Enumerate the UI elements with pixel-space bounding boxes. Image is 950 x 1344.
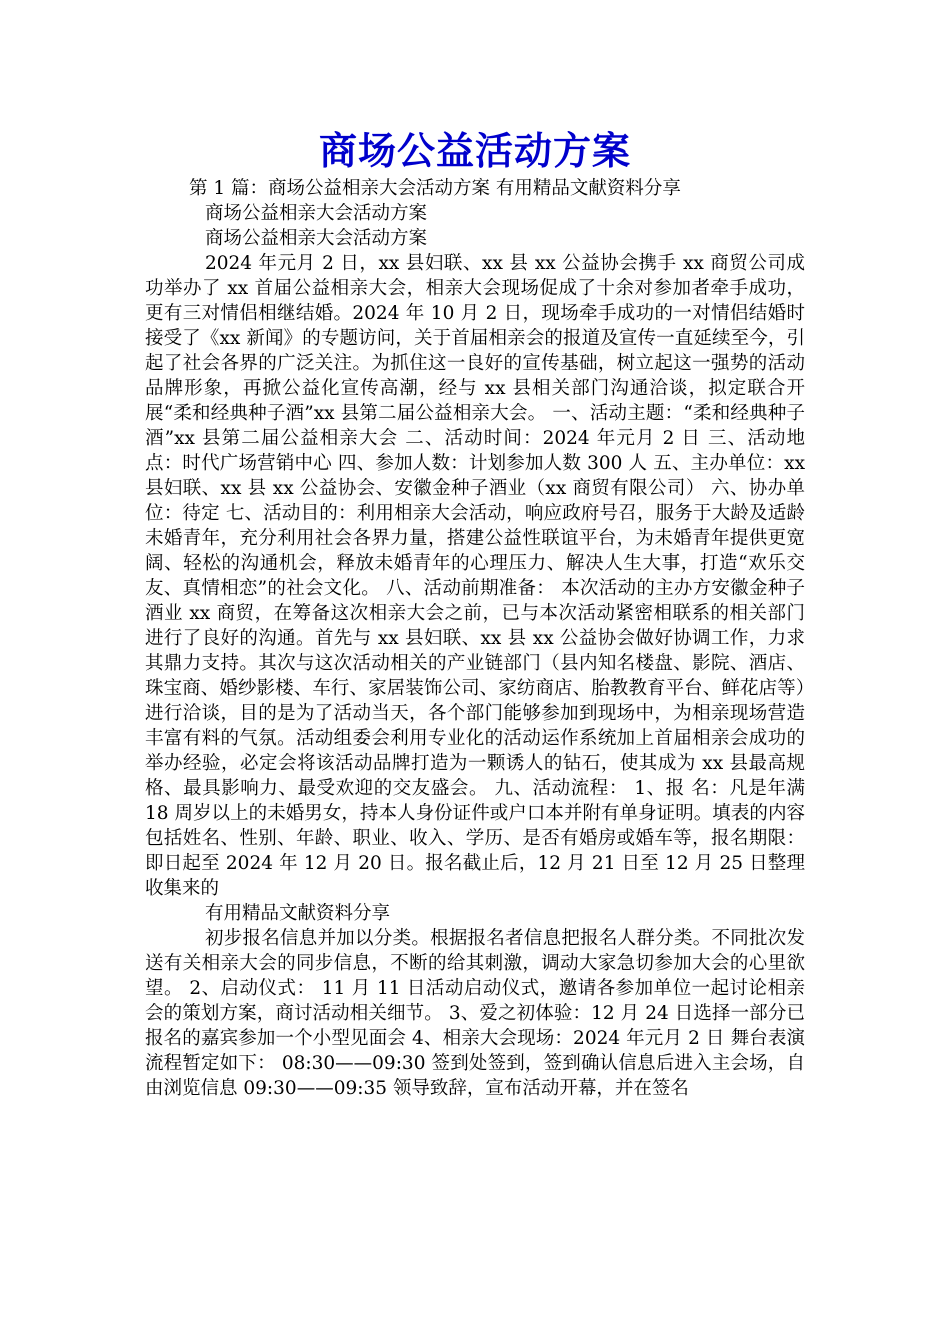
subheading: 商场公益相亲大会活动方案	[205, 203, 428, 224]
chapter-heading: 第 1 篇：商场公益相亲大会活动方案 有用精品文献资料分享	[189, 178, 681, 199]
subheading: 商场公益相亲大会活动方案	[205, 228, 428, 249]
body-paragraph: 2024 年元月 2 日，xx 县妇联、xx 县 xx 公益协会携手 xx 商贸公司成功举办了 xx 首届公益相亲大会，相亲大会现场促成了十余对参加者牵手成功，更有三对情侣相继结婚。2024 年 10 月 2 日，现场牵手成功的一对情侣结婚时接受了《xx 新闻》的专题访问，关于首届相亲会的报道及宣传一直延续至今，引起了社会各界的广泛关注。为抓住这一良好的宣传基础，树立起这一强势的活动品牌形象，再掀公益化宣传高潮，经与 xx 县相关部门沟通洽谈，拟定联合开展“柔和经典种子酒”xx 县第二届公益相亲大会。 一、活动主题：“柔和经典种子酒”xx 县第二届公益相亲大会 二、活动时间：2024 年元月 2 日 三、活动地点：时代广场营销中心 四、参加人数：计划参加人数 300 人 五、主办单位：xx 县妇联、xx 县 xx 公益协会、安徽金种子酒业（xx 商贸有限公司） 六、协办单位：待定 七、活动目的：利用相亲大会活动，响应政府号召，服务于大龄及适龄未婚青年，充分利用社会各界力量，搭建公益性联谊平台，为未婚青年提供更宽阔、轻松的沟通机会，释放未婚青年的心理压力、解决人生大事，打造“欢乐交友、真情相恋”的社会文化。 八、活动前期准备： 本次活动的主办方安徽金种子酒业 xx 商贸，在筹备这次相亲大会之前，已与本次活动紧密相联系的相关部门进行了良好的沟通。首先与 xx 县妇联、xx 县 xx 公益协会做好协调工作，力求其鼎力支持。其次与这次活动相关的产业链部门（县内知名楼盘、影院、酒店、珠宝商、婚纱影楼、车行、家居装饰公司、家纺商店、胎教教育平台、鲜花店等）进行洽谈，目的是为了活动当天，各个部门能够参加到现场中，为相亲现场营造丰富有料的气氛。活动组委会利用专业化的活动运作系统加上首届相亲会成功的举办经验，必定会将该活动品牌打造为一颗诱人的钻石，使其成为 xx 县最高规格、最具影响力、最受欢迎的交友盛会。 九、活动流程： 1、报 名：凡是年满 18 周岁以上的未婚男女，持本人身份证件或户口本并附有单身证明。填表的内容包括姓名、性别、年龄、职业、收入、学历、是否有婚房或婚车等，报名期限：即日起至 2024 年 12 月 20 日。报名截止后，12 月 21 日至 12 月 25 日整理收集来的	[145, 253, 805, 899]
document-body	[145, 176, 805, 1101]
document-title: 商场公益活动方案	[318, 128, 631, 173]
body-paragraph: 初步报名信息并加以分类。根据报名者信息把报名人群分类。不同批次发送有关相亲大会的同步信息，不断的给其刺激，调动大家急切参加大会的心里欲望。 2、启动仪式： 11 月 11 日活动启动仪式，邀请各参加单位一起讨论相亲会的策划方案，商讨活动相关细节。 3、爱之初体验：12 月 24 日选择一部分已报名的嘉宾参加一个小型见面会 4、相亲大会现场：2024 年元月 2 日 舞台表演流程暂定如下： 08:30——09:30 签到处签到，签到确认信息后进入主会场，自由浏览信息 09:30——09:35 领导致辞，宣布活动开幕，并在签名	[145, 928, 805, 1099]
subheading: 有用精品文献资料分享	[205, 903, 391, 924]
